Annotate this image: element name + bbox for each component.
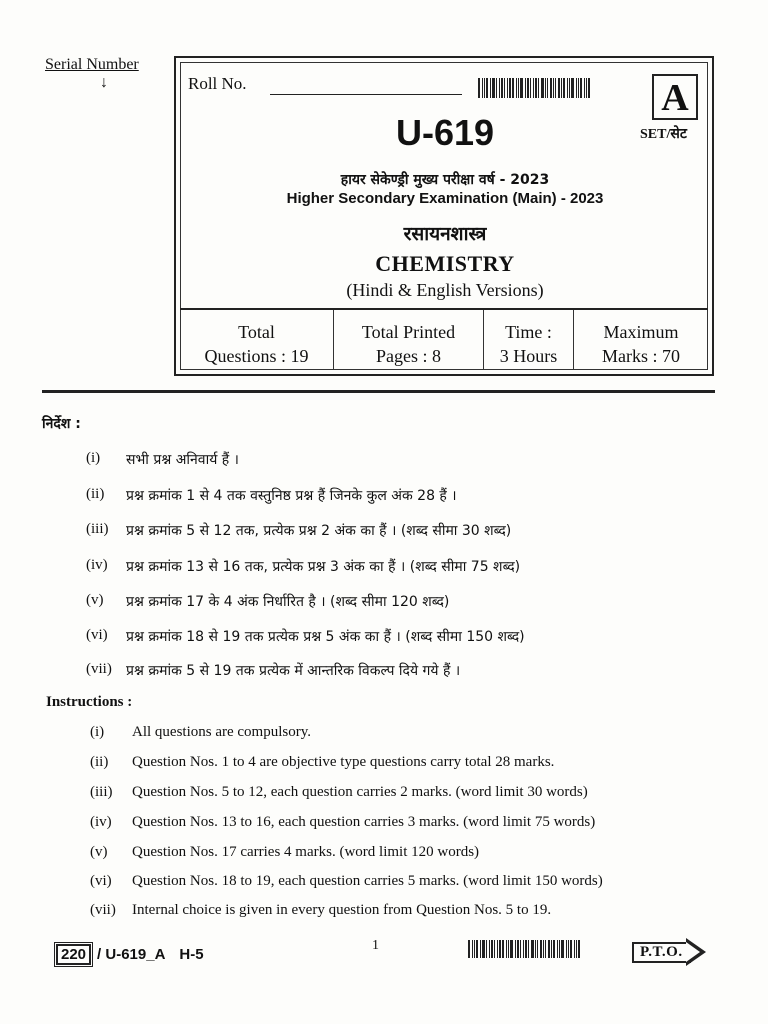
- barcode-stripe: [486, 940, 487, 958]
- item-number: (ii): [90, 754, 109, 770]
- item-number: (i): [86, 450, 101, 466]
- barcode-stripe: [531, 940, 534, 958]
- barcode-stripe: [588, 78, 590, 98]
- barcode-stripe: [535, 940, 536, 958]
- barcode-stripe: [512, 78, 514, 98]
- barcode-stripe: [545, 940, 546, 958]
- barcode-stripe: [586, 78, 587, 98]
- barcode-stripe: [547, 78, 548, 98]
- hindi-instructions-title: निर्देश :: [42, 416, 81, 432]
- barcode-stripe: [497, 940, 498, 958]
- barcode-stripe: [576, 78, 577, 98]
- barcode-stripe: [574, 940, 575, 958]
- barcode-stripe: [476, 940, 478, 958]
- footer-box-code: 220: [56, 944, 91, 965]
- barcode-stripe: [499, 940, 501, 958]
- footer-paper-code: [56, 944, 204, 965]
- item-text: सभी प्रश्न अनिवार्य हैं ।: [126, 452, 239, 468]
- barcode-stripe: [576, 940, 577, 958]
- pto-arrow-inner: [686, 942, 700, 962]
- barcode-stripe: [517, 940, 519, 958]
- barcode-stripe: [480, 940, 481, 958]
- barcode-stripe: [520, 940, 521, 958]
- barcode-stripe: [509, 78, 511, 98]
- total-pages-label: Total Printed: [361, 322, 456, 342]
- subject-hindi: रसायनशास्त्र: [403, 223, 487, 245]
- paper-code: U-619: [395, 112, 495, 153]
- barcode-stripe: [504, 78, 505, 98]
- barcode-stripe: [550, 78, 552, 98]
- barcode-stripe: [501, 78, 503, 98]
- english-instruction-item: [90, 873, 603, 890]
- item-text: प्रश्न क्रमांक 5 से 12 तक, प्रत्येक प्रश्न 2 अंक का हैं । (शब्द सीमा 30 शब्द): [126, 523, 512, 539]
- english-instruction-item: [90, 724, 311, 741]
- barcode-stripe: [584, 78, 585, 98]
- barcode-stripe: [545, 78, 546, 98]
- item-number: (v): [86, 592, 104, 608]
- item-text: Internal choice is given in every question from Question Nos. 5 to 19.: [132, 902, 552, 918]
- roll-no-label: Roll No.: [188, 74, 247, 93]
- item-number: (iv): [86, 557, 108, 573]
- item-text: Question Nos. 5 to 12, each question carries 2 marks. (word limit 30 words): [132, 784, 588, 800]
- item-number: (i): [90, 724, 105, 740]
- barcode-stripe: [559, 940, 560, 958]
- barcode-stripe: [508, 940, 509, 958]
- barcode-stripe: [551, 940, 552, 958]
- barcode-stripe: [578, 940, 580, 958]
- barcode-stripe: [525, 940, 527, 958]
- barcode-stripe: [557, 940, 558, 958]
- item-number: (iii): [90, 784, 113, 800]
- barcode-stripe: [494, 940, 495, 958]
- subject-english: CHEMISTRY: [375, 251, 515, 276]
- time-value: 3 Hours: [499, 346, 558, 366]
- barcode-stripe: [474, 940, 475, 958]
- barcode-stripe: [527, 78, 529, 98]
- barcode-stripe: [484, 78, 485, 98]
- hindi-instruction-item: [86, 661, 460, 680]
- item-number: (v): [90, 844, 108, 860]
- barcode-stripe: [568, 940, 569, 958]
- barcode-top: [478, 78, 634, 98]
- hindi-instruction-item: [86, 486, 457, 505]
- english-instruction-item: [90, 814, 595, 831]
- item-text: Question Nos. 18 to 19, each question carries 5 marks. (word limit 150 words): [132, 873, 603, 889]
- barcode-stripe: [468, 940, 470, 958]
- item-text: All questions are compulsory.: [132, 724, 311, 740]
- barcode-stripe: [489, 940, 490, 958]
- item-number: (iii): [86, 521, 109, 537]
- barcode-stripe: [510, 940, 513, 958]
- barcode-stripe: [553, 78, 554, 98]
- time-cell: [484, 310, 574, 370]
- barcode-stripe: [533, 78, 534, 98]
- item-text: प्रश्न क्रमांक 5 से 19 तक प्रत्येक में आन्तरिक विकल्प दिये गये हैं ।: [126, 663, 461, 679]
- hindi-instruction-item: [86, 627, 525, 646]
- exam-meta-table: [180, 308, 708, 370]
- total-questions-label: Total: [238, 322, 275, 342]
- roll-no-field[interactable]: [270, 94, 462, 95]
- exam-title-english: Higher Secondary Examination (Main) - 2023: [286, 190, 604, 207]
- barcode-stripe: [530, 78, 531, 98]
- total-pages-cell: [334, 310, 484, 370]
- item-number: (ii): [86, 486, 105, 502]
- item-text: Question Nos. 1 to 4 are objective type questions carry total 28 marks.: [132, 754, 555, 770]
- item-text: प्रश्न क्रमांक 17 के 4 अंक निर्धारित है । (शब्द सीमा 120 शब्द): [126, 594, 450, 610]
- item-text: प्रश्न क्रमांक 13 से 16 तक, प्रत्येक प्रश्न 3 अंक का हैं । (शब्द सीमा 75 शब्द): [126, 559, 521, 575]
- barcode-stripe: [555, 78, 556, 98]
- barcode-stripe: [528, 940, 529, 958]
- barcode-stripe: [561, 78, 562, 98]
- barcode-stripe: [543, 940, 544, 958]
- exam-title-hindi: हायर सेकेण्ड्री मुख्य परीक्षा वर्ष - 2023: [340, 172, 550, 188]
- hindi-instruction-item: [86, 592, 449, 611]
- max-marks-value: Marks : 70: [602, 346, 680, 366]
- header-divider: [42, 390, 715, 393]
- total-questions-cell: [180, 310, 334, 370]
- page-number: 1: [372, 938, 379, 953]
- barcode-stripe: [535, 78, 537, 98]
- barcode-stripe: [571, 78, 574, 98]
- max-marks-cell: [574, 310, 708, 370]
- barcode-stripe: [482, 78, 483, 98]
- hindi-instruction-item: [86, 557, 520, 576]
- barcode-stripe: [525, 78, 526, 98]
- total-questions-value: Questions : 19: [204, 346, 309, 366]
- english-instruction-item: [90, 844, 479, 861]
- barcode-stripe: [537, 940, 538, 958]
- barcode-stripe: [566, 940, 567, 958]
- barcode-stripe: [492, 78, 495, 98]
- barcode-stripe: [570, 940, 572, 958]
- time-label: Time :: [505, 322, 552, 342]
- versions-note: (Hindi & English Versions): [346, 280, 544, 300]
- english-instructions-title: Instructions :: [46, 694, 133, 710]
- serial-arrow: ↓: [100, 74, 108, 91]
- barcode-stripe: [518, 78, 519, 98]
- total-pages-value: Pages : 8: [376, 346, 441, 366]
- barcode-stripe: [580, 78, 582, 98]
- barcode-stripe: [486, 78, 488, 98]
- footer-series: H-5: [179, 946, 204, 963]
- hindi-instruction-item: [86, 450, 239, 469]
- barcode-stripe: [548, 940, 550, 958]
- item-number: (vi): [90, 873, 112, 889]
- item-number: (vii): [86, 661, 112, 677]
- barcode-stripe: [482, 940, 485, 958]
- barcode-stripe: [496, 78, 497, 98]
- barcode-stripe: [516, 78, 517, 98]
- item-text: प्रश्न क्रमांक 1 से 4 तक वस्तुनिष्ठ प्रश्न हैं जिनके कुल अंक 28 हैं ।: [126, 488, 457, 504]
- barcode-stripe: [491, 940, 493, 958]
- barcode-stripe: [567, 78, 568, 98]
- barcode-stripe: [520, 78, 523, 98]
- item-text: Question Nos. 17 carries 4 marks. (word limit 120 words): [132, 844, 480, 860]
- serial-number-label: Serial Number: [45, 56, 139, 73]
- set-label: SET/सेट: [640, 127, 687, 142]
- item-number: (vi): [86, 627, 108, 643]
- barcode-stripe: [523, 940, 524, 958]
- barcode-stripe: [553, 940, 555, 958]
- barcode-stripe: [541, 78, 544, 98]
- english-instruction-item: [90, 784, 588, 801]
- barcode-stripe: [538, 78, 539, 98]
- footer-code-text: / U-619_A: [97, 946, 166, 963]
- english-instruction-item: [90, 902, 551, 919]
- item-text: Question Nos. 13 to 16, each question carries 3 marks. (word limit 75 words): [132, 814, 596, 830]
- barcode-stripe: [561, 940, 564, 958]
- english-instruction-item: [90, 754, 554, 771]
- barcode-stripe: [540, 940, 542, 958]
- barcode-stripe: [506, 940, 507, 958]
- barcode-stripe: [490, 78, 491, 98]
- barcode-stripe: [499, 78, 500, 98]
- pto-label: P.T.O.: [632, 942, 691, 963]
- barcode-stripe: [515, 940, 516, 958]
- max-marks-label: Maximum: [603, 322, 679, 342]
- hindi-instruction-item: [86, 521, 511, 540]
- barcode-stripe: [472, 940, 473, 958]
- barcode-stripe: [569, 78, 570, 98]
- barcode-stripe: [502, 940, 504, 958]
- item-number: (vii): [90, 902, 116, 918]
- set-letter-box: A: [652, 74, 698, 120]
- barcode-stripe: [478, 78, 480, 98]
- item-number: (iv): [90, 814, 112, 830]
- barcode-stripe: [507, 78, 508, 98]
- barcode-stripe: [578, 78, 579, 98]
- barcode-stripe: [563, 78, 565, 98]
- barcode-bottom: [468, 940, 624, 958]
- item-text: प्रश्न क्रमांक 18 से 19 तक प्रत्येक प्रश्न 5 अंक का हैं । (शब्द सीमा 150 शब्द): [126, 629, 525, 645]
- barcode-stripe: [558, 78, 560, 98]
